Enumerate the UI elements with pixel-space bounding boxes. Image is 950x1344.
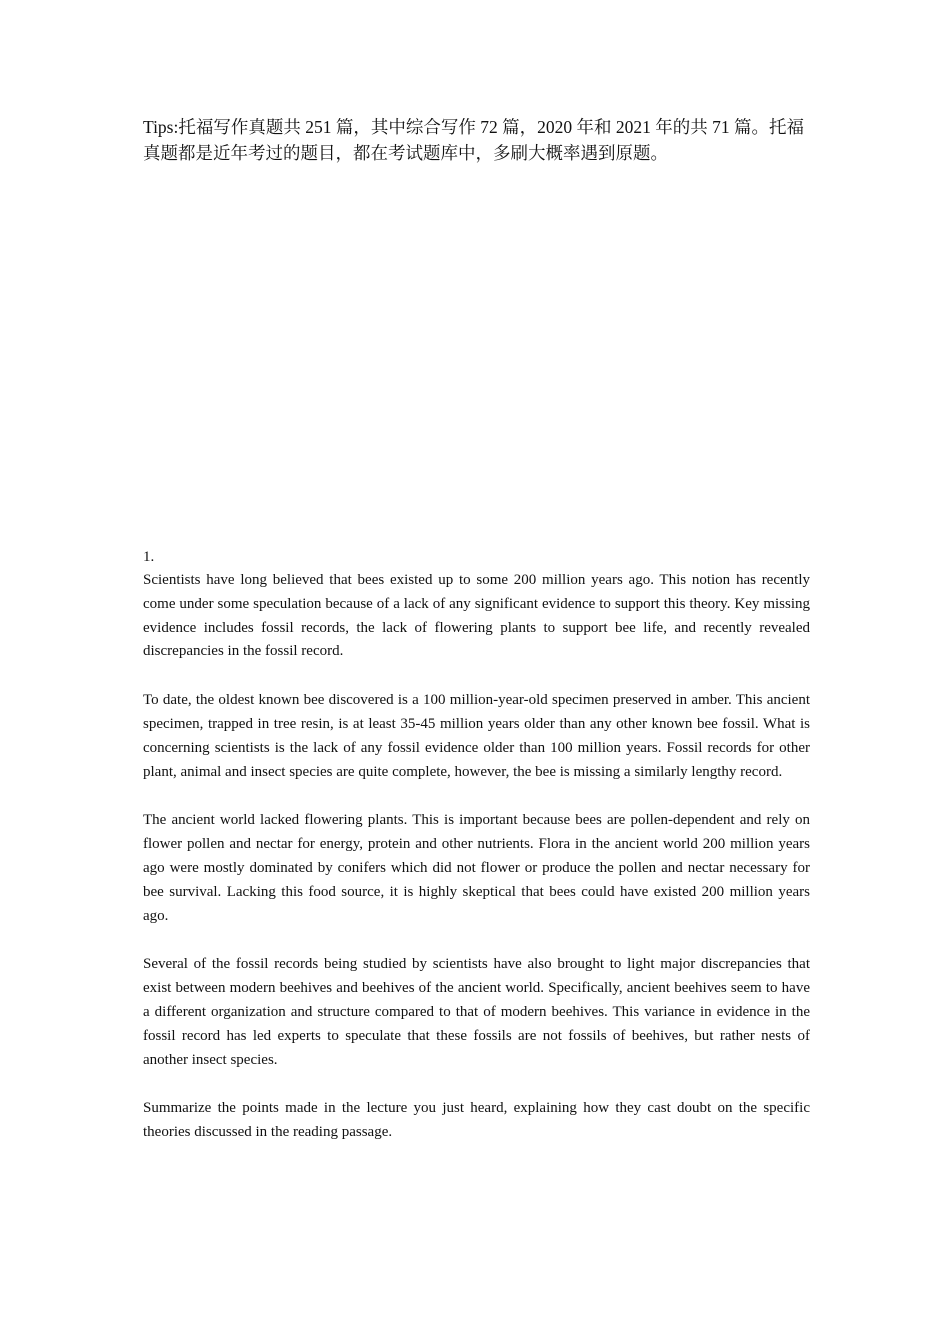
reading-paragraph-3: The ancient world lacked flowering plants. This is important because bees are pollen-dependent and rely on flower pollen and nectar for energy, protein and other nutrients. Flora in the ancient world 200 million years ago were mostly dominated by conifers which did not flower or produce the pollen and nectar necessary for bee survival. Lacking this food source, it is highly skeptical that bees could have existed 200 million years ago.	[143, 812, 810, 924]
question-block	[143, 545, 810, 1145]
question-number: 1.	[143, 549, 155, 565]
reading-paragraph-4: Several of the fossil records being studied by scientists have also brought to light major discrepancies that exist between modern beehives and beehives of the ancient world. Specifically, ancient beehives seem to have a different organization and structure compared to that of modern beehives. This variance in evidence in the fossil record has led experts to speculate that these fossils are not fossils of beehives, but rather nests of another insect species.	[143, 956, 810, 1068]
tips-text: Tips:托福写作真题共 251 篇，其中综合写作 72 篇，2020 年和 2021 年的共 71 篇。托福真题都是近年考过的题目，都在考试题库中，多刷大概率遇到原题。	[143, 117, 804, 163]
reading-paragraph-1: Scientists have long believed that bees existed up to some 200 million years ago. This notion has recently come under some speculation because of a lack of any significant evidence to support this theory. Key missing evidence includes fossil records, the lack of flowering plants to support bee life, and recently revealed discrepancies in the fossil record.	[143, 572, 810, 660]
reading-paragraph-2: To date, the oldest known bee discovered is a 100 million-year-old specimen preserved in amber. This ancient specimen, trapped in tree resin, is at least 35-45 million years older than any other known bee fossil. What is concerning scientists is the lack of any fossil evidence older than 100 million years. Fossil records for other plant, animal and insect species are quite complete, however, the bee is missing a similarly lengthy record.	[143, 692, 810, 780]
task-prompt: Summarize the points made in the lecture you just heard, explaining how they cast doubt on the specific theories discussed in the reading passage.	[143, 1100, 810, 1141]
